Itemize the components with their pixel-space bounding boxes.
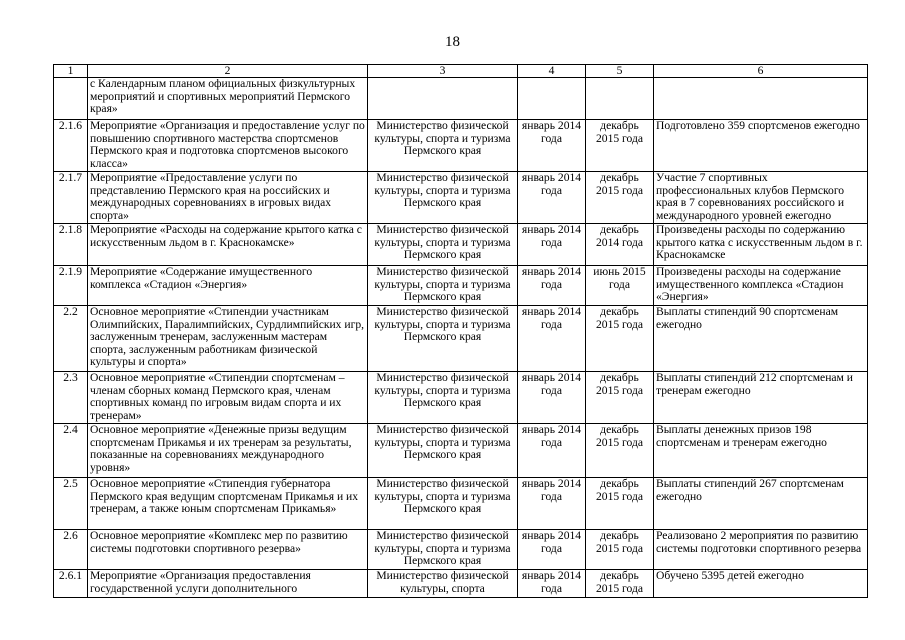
start-date: январь 2014 года <box>521 224 582 249</box>
end-date: декабрь 2015 года <box>595 172 644 197</box>
event-name-cell <box>88 530 368 570</box>
table-row <box>54 306 868 372</box>
expected-result: Обучено 5395 детей ежегодно <box>656 570 804 583</box>
table-row <box>54 478 868 530</box>
row-number-cell <box>54 570 88 598</box>
start-date-cell <box>518 372 586 424</box>
page-number: 18 <box>445 34 460 50</box>
end-date-cell <box>586 424 654 478</box>
table-row <box>54 78 868 120</box>
row-number: 2.6.1 <box>58 570 83 583</box>
event-name-cell <box>88 570 368 598</box>
end-date: декабрь 2015 года <box>595 372 644 397</box>
start-date: январь 2014 года <box>521 530 582 555</box>
responsible-organization-cell <box>368 530 518 570</box>
start-date: январь 2014 года <box>521 306 582 331</box>
expected-result-cell <box>654 530 868 570</box>
responsible-organization: Министерство физической культуры, спорта и туризма Пермского края <box>374 266 511 304</box>
event-name: Мероприятие «Предоставление услуги по представлению Пермского края на российских и международных соревнованиях в игровых видах спорта» <box>90 172 332 222</box>
expected-result: Произведены расходы на содержание имущественного комплекса «Стадион «Энергия» <box>656 266 844 304</box>
responsible-organization-cell <box>368 120 518 172</box>
table-row <box>54 570 868 598</box>
expected-result-cell <box>654 266 868 306</box>
responsible-organization-cell <box>368 478 518 530</box>
start-date-cell <box>518 530 586 570</box>
table-row <box>54 530 868 570</box>
responsible-organization-cell <box>368 224 518 266</box>
responsible-organization: Министерство физической культуры, спорта и туризма Пермского края <box>374 306 511 344</box>
expected-result: Подготовлено 359 спортсменов ежегодно <box>656 120 860 133</box>
start-date: январь 2014 года <box>521 570 582 595</box>
start-date-cell <box>518 78 586 120</box>
row-number: 2.3 <box>63 372 78 385</box>
responsible-organization: Министерство физической культуры, спорта и туризма Пермского края <box>374 478 511 516</box>
start-date-cell <box>518 172 586 224</box>
start-date-cell <box>518 570 586 598</box>
responsible-organization: Министерство физической культуры, спорта и туризма Пермского края <box>374 224 511 262</box>
start-date-cell <box>518 266 586 306</box>
event-name: Мероприятие «Организация и предоставление услуг по повышению спортивного мастерства спортсменов Пермского края и подготовка спортсменов высокого класса» <box>90 120 365 170</box>
end-date: декабрь 2015 года <box>595 424 644 449</box>
end-date-cell <box>586 224 654 266</box>
expected-result-cell <box>654 306 868 372</box>
event-name-cell <box>88 266 368 306</box>
responsible-organization-cell <box>368 372 518 424</box>
row-number-cell <box>54 266 88 306</box>
event-name-cell <box>88 224 368 266</box>
expected-result: Выплаты денежных призов 198 спортсменам и тренерам ежегодно <box>656 424 827 449</box>
end-date: июнь 2015 года <box>593 266 646 291</box>
start-date: январь 2014 года <box>521 372 582 397</box>
column-header: 5 <box>586 65 654 78</box>
expected-result-cell <box>654 224 868 266</box>
end-date: декабрь 2014 года <box>595 224 644 249</box>
start-date: январь 2014 года <box>521 266 582 291</box>
expected-result-cell <box>654 478 868 530</box>
event-name-cell <box>88 78 368 120</box>
end-date-cell <box>586 530 654 570</box>
expected-result-cell <box>654 78 868 120</box>
row-number: 2.1.6 <box>58 120 83 133</box>
row-number-cell <box>54 478 88 530</box>
event-name: Мероприятие «Расходы на содержание крытого катка с искусственным льдом в г. Краснокамске» <box>90 224 362 249</box>
responsible-organization: Министерство физической культуры, спорта и туризма Пермского края <box>374 120 511 158</box>
row-number-cell <box>54 78 88 120</box>
program-table <box>53 64 868 598</box>
start-date: январь 2014 года <box>521 172 582 197</box>
row-number: 2.6 <box>63 530 78 543</box>
responsible-organization: Министерство физической культуры, спорта и туризма Пермского края <box>374 372 511 410</box>
expected-result-cell <box>654 120 868 172</box>
event-name-cell <box>88 424 368 478</box>
responsible-organization: Министерство физической культуры, спорта и туризма Пермского края <box>374 172 511 210</box>
event-name: Основное мероприятие «Стипендии участникам Олимпийских, Паралимпийских, Сурдлимпийских игр, заслуженным тренерам, заслуженным мастерам спорта, заслуженным работникам физической культуры и спорта» <box>90 306 365 369</box>
event-name: Основное мероприятие «Денежные призы ведущим спортсменам Прикамья и их тренерам за результаты, показанные на соревнованиях международного уровня» <box>90 424 352 474</box>
row-number-cell <box>54 172 88 224</box>
end-date-cell <box>586 570 654 598</box>
column-header: 3 <box>368 65 518 78</box>
event-name-cell <box>88 372 368 424</box>
row-number-cell <box>54 530 88 570</box>
expected-result: Реализовано 2 мероприятия по развитию системы подготовки спортивного резерва <box>656 530 862 555</box>
responsible-organization-cell <box>368 78 518 120</box>
table-row <box>54 266 868 306</box>
event-name: Основное мероприятие «Стипендии спортсменам – членам сборных команд Пермского края, членам спортивных команд по игровым видам спорта и их тренерам» <box>90 372 345 422</box>
table-row <box>54 120 868 172</box>
expected-result-cell <box>654 172 868 224</box>
end-date-cell <box>586 120 654 172</box>
table-row <box>54 372 868 424</box>
end-date: декабрь 2015 года <box>595 530 644 555</box>
responsible-organization-cell <box>368 266 518 306</box>
table-row <box>54 224 868 266</box>
responsible-organization-cell <box>368 172 518 224</box>
end-date: декабрь 2015 года <box>595 120 644 145</box>
end-date-cell <box>586 306 654 372</box>
row-number-cell <box>54 306 88 372</box>
row-number: 2.1.9 <box>58 266 83 279</box>
column-header: 6 <box>654 65 868 78</box>
start-date-cell <box>518 424 586 478</box>
event-name: Мероприятие «Содержание имущественного комплекса «Стадион «Энергия» <box>90 266 313 291</box>
event-name-cell <box>88 172 368 224</box>
expected-result: Участие 7 спортивных профессиональных клубов Пермского края в 7 соревнованиях российского и международного уровней ежегодно <box>656 172 845 222</box>
event-name: с Календарным планом официальных физкультурных мероприятий и спортивных мероприятий Пермского края» <box>90 78 356 116</box>
end-date-cell <box>586 266 654 306</box>
responsible-organization-cell <box>368 306 518 372</box>
row-number-cell <box>54 424 88 478</box>
row-number: 2.5 <box>63 478 78 491</box>
table-header-row <box>54 65 868 78</box>
row-number-cell <box>54 224 88 266</box>
table-row <box>54 172 868 224</box>
end-date-cell <box>586 478 654 530</box>
row-number: 2.2 <box>63 306 78 319</box>
start-date-cell <box>518 120 586 172</box>
end-date: декабрь 2015 года <box>595 306 644 331</box>
expected-result-cell <box>654 372 868 424</box>
event-name: Основное мероприятие «Стипендия губернатора Пермского края ведущим спортсменам Прикамья и их тренерам, а также юным спортсменам Прикамья» <box>90 478 359 516</box>
responsible-organization: Министерство физической культуры, спорта <box>376 570 509 595</box>
row-number-cell <box>54 120 88 172</box>
expected-result: Выплаты стипендий 212 спортсменам и тренерам ежегодно <box>656 372 853 397</box>
event-name: Основное мероприятие «Комплекс мер по развитию системы подготовки спортивного резерва» <box>90 530 348 555</box>
event-name-cell <box>88 120 368 172</box>
start-date-cell <box>518 224 586 266</box>
row-number: 2.1.7 <box>58 172 83 185</box>
responsible-organization: Министерство физической культуры, спорта и туризма Пермского края <box>374 530 511 568</box>
expected-result: Выплаты стипендий 90 спортсменам ежегодно <box>656 306 839 331</box>
expected-result: Произведены расходы по содержанию крытого катка с искусственным льдом в г. Краснокамске <box>656 224 863 262</box>
expected-result: Выплаты стипендий 267 спортсменам ежегодно <box>656 478 844 503</box>
start-date-cell <box>518 306 586 372</box>
end-date-cell <box>586 372 654 424</box>
row-number: 2.1.8 <box>58 224 83 237</box>
column-header: 1 <box>54 65 88 78</box>
column-header: 4 <box>518 65 586 78</box>
responsible-organization: Министерство физической культуры, спорта и туризма Пермского края <box>374 424 511 462</box>
start-date: январь 2014 года <box>521 478 582 503</box>
start-date-cell <box>518 478 586 530</box>
row-number: 2.4 <box>63 424 78 437</box>
start-date: январь 2014 года <box>521 120 582 145</box>
event-name: Мероприятие «Организация предоставления государственной услуги дополнительного <box>90 570 311 595</box>
expected-result-cell <box>654 570 868 598</box>
start-date: январь 2014 года <box>521 424 582 449</box>
table-row <box>54 424 868 478</box>
responsible-organization-cell <box>368 424 518 478</box>
row-number-cell <box>54 372 88 424</box>
event-name-cell <box>88 478 368 530</box>
end-date: декабрь 2015 года <box>595 570 644 595</box>
end-date-cell <box>586 172 654 224</box>
responsible-organization-cell <box>368 570 518 598</box>
end-date: декабрь 2015 года <box>595 478 644 503</box>
expected-result-cell <box>654 424 868 478</box>
end-date-cell <box>586 78 654 120</box>
event-name-cell <box>88 306 368 372</box>
column-header: 2 <box>88 65 368 78</box>
